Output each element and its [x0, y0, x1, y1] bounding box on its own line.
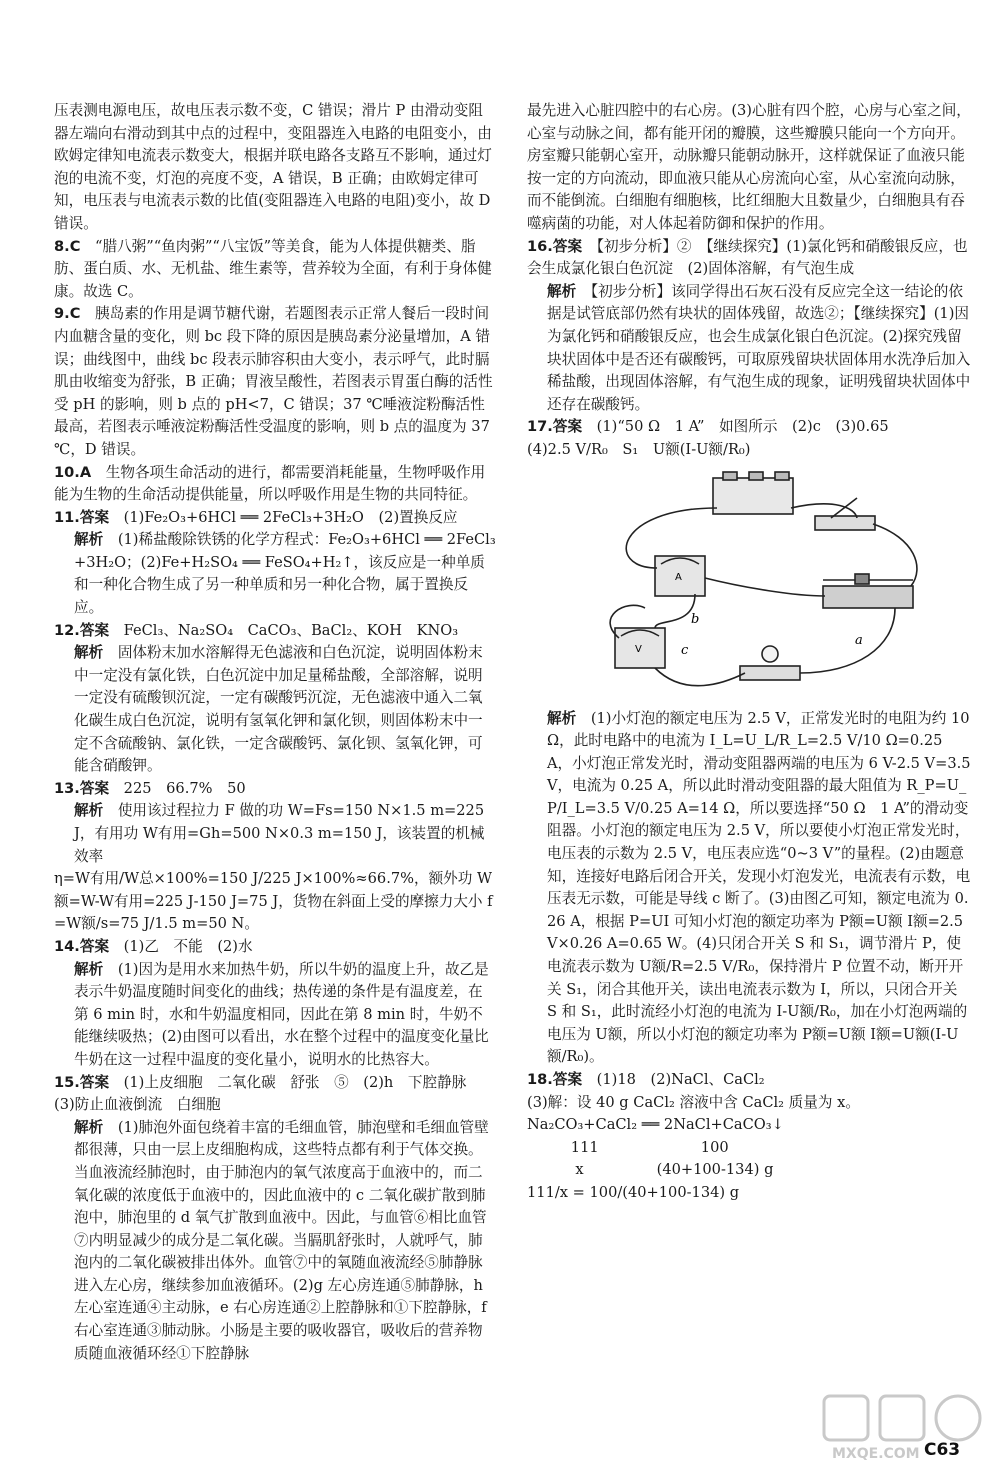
- explanation-text: (1)因为是用水来加热牛奶，所以牛奶的温度上升，故乙是表示牛奶温度随时间变化的曲线；热传递的条件是有温度差，在第 6 min 时，水和牛奶温度相同，因此在第 8 min 时，牛奶不能继续吸热；(2)由图可以看出，水在整个过程中的温度变化量比牛奶在这一过程中温度的变化量小，说明水的比热容大。: [74, 960, 489, 1068]
- left-column: [54, 100, 496, 1365]
- wire-label-a: a: [855, 632, 863, 648]
- text-paragraph: [527, 1182, 971, 1205]
- circuit-diagram: [595, 468, 925, 704]
- explanation: [527, 281, 971, 417]
- question-number: 9.C: [54, 305, 81, 323]
- paragraph-text: x (40+100-134) g: [527, 1161, 774, 1179]
- paragraph-text: 最先进入心脏四腔中的右心房。(3)心脏有四个腔，心房与心室之间，心室与动脉之间，都有能开闭的瓣膜，这些瓣膜只能向一个方向开。房室瓣只能朝心室开，动脉瓣只能朝动脉开，这样就保证了血液只能按一定的方向流动，即血液只能从心房流向心室，从心室流向动脉，而不能倒流。白细胞有细胞核，比红细胞大且数量少，白细胞具有吞噬病菌的功能，对人体起着防御和保护的作用。: [527, 102, 971, 232]
- explanation-text: (1)稀盐酸除铁锈的化学方程式：Fe₂O₃+6HCl ══ 2FeCl₃+3H₂O；(2)Fe+H₂SO₄ ══ FeSO₄+H₂↑，该反应是一种单质和一种化合物生成了另一种单质和另一种化合物，属于置换反应。: [74, 531, 496, 617]
- paragraph-text: 压表测电源电压，故电压表示数不变，C 错误；滑片 P 由滑动变阻器左端向右滑动到其中点的过程中，变阻器连入电路的电阻变小，由欧姆定律知电流表示数变大，根据并联电路各支路互不影响，通过灯泡的电流不变，灯泡的亮度不变，A 错误，B 正确；由欧姆定律可知，电压表与电流表示数的比值(变阻器连入电路的电阻)变小，故 D 错误。: [54, 102, 492, 232]
- question-number: 11.: [54, 508, 80, 526]
- question-answer: [54, 778, 496, 801]
- question-answer: [54, 303, 496, 461]
- explanation-text: 【初步分析】该同学得出石灰石没有反应完全这一结论的依据是试管底部仍然有块状的固体残留，故选②；【继续探究】(1)因为氯化钙和硝酸银反应，也会生成氯化银白色沉淀。(2)探究残留块状固体中是否还有碳酸钙，可取原残留块状固体用水洗净后加入稀盐酸，出现固体溶解，有气泡生成的现象，证明残留块状固体中还存在碳酸钙。: [547, 282, 971, 413]
- question-answer: [54, 1072, 496, 1117]
- explanation-text: (1)小灯泡的额定电压为 2.5 V，正常发光时的电阻为约 10 Ω，此时电路中的电流为 I_L=U_L/R_L=2.5 V/10 Ω=0.25 A，小灯泡正常发光时，滑动变阻器两端的电压为 6 V-2.5 V=3.5 V，电流为 0.25 A，所以此时滑动变阻器的最大阻值为 R_P=U_P/I_L=3.5 V/0.25 A=14 Ω，所以要选择“50 Ω 1 A”的滑动变阻器。小灯泡的额定电压为 2.5 V，所以要使小灯泡正常发光时，电压表的示数为 2.5 V，电压表应选“0~3 V”的量程。(2)由题意知，连接好电路后闭合开关，发现小灯泡发光，电流表有示数，电压表无示数，可能是导线 c 断了。(3)由图乙可知，额定电流为 0.26 A，根据 P=UI 可知小灯泡的额定功率为 P额=U额 I额=2.5 V×0.26 A=0.65 W。(4)只闭合开关 S 和 S₁，调节滑片 P，使电流表示数为 U额/R=2.5 V/R₀，保持滑片 P 位置不动，断开开关 S₁，闭合其他开关，读出电流表示数为 I，所以，只闭合开关 S 和 S₁，此时流经小灯泡的电流为 I-U额/R₀，加在小灯泡两端的电压为 U额，所以小灯泡的额定功率为 P额=U额 I额=U额(I-U额/R₀)。: [547, 709, 971, 1066]
- paragraph-text: (3)解：设 40 g CaCl₂ 溶液中含 CaCl₂ 质量为 x。: [527, 1093, 860, 1111]
- explanation: [54, 642, 496, 778]
- question-answer: [54, 462, 496, 507]
- explanation-text: 固体粉末加水溶解得无色滤液和白色沉淀，说明固体粉末中一定没有氯化铁，白色沉淀中加足量稀盐酸，全部溶解，说明一定没有硫酸钡沉淀，一定有碳酸钙沉淀，无色滤液中通入二氧化碳生成白色沉淀，说明有氢氧化钾和氯化钡，则固体粉末中一定不含硫酸钠、氯化铁，一定含碳酸钙、氯化钡、氢氧化钾，可能含硝酸钾。: [74, 644, 483, 775]
- answer-text: 【初步分析】② 【继续探究】(1)氯化钙和硝酸银反应，也会生成氯化银白色沉淀 (2)固体溶解，有气泡生成: [527, 237, 968, 278]
- question-number: 8.C: [54, 237, 81, 255]
- explanation-label: 解析: [74, 960, 104, 978]
- explanation: [54, 959, 496, 1072]
- answer-label: 答案: [552, 418, 583, 436]
- explanation: [54, 529, 496, 619]
- question-number: 13.: [54, 779, 80, 797]
- answer-label: 答案: [79, 1073, 110, 1091]
- question-number: 18.: [527, 1071, 553, 1088]
- paragraph-text: (4)2.5 V/R₀ S₁ U额(I-U额/R₀): [527, 440, 751, 458]
- answer-text: 胰岛素的作用是调节糖代谢，若题图表示正常人餐后一段时间内血糖含量的变化，则 bc 段下降的原因是胰岛素分泌量增加，A 错误；曲线图中，曲线 bc 段表示肺容积由大变小，表示呼气，此时膈肌由收缩变为舒张，B 正确；胃液呈酸性，若图表示胃蛋白酶的活性受 pH 的影响，则 b 点的 pH<7，C 错误；37 ℃唾液淀粉酶活性最高，若图表示唾液淀粉酶活性受温度的影响，则 b 点的温度为 37 ℃，D 错误。: [54, 305, 493, 458]
- explanation-label: 解析: [74, 1118, 104, 1136]
- answer-text: “腊八粥”“鱼肉粥”“八宝饭”等美食，能为人体提供糖类、脂肪、蛋白质、水、无机盐、维生素等，营养较为全面，有利于身体健康。故选 C。: [54, 237, 492, 300]
- svg-text:V: V: [635, 643, 642, 655]
- answer-text: (1)18 (2)NaCl、CaCl₂: [596, 1071, 765, 1088]
- answer-text: 生物各项生命活动的进行，都需要消耗能量，生物呼吸作用能为生物的生命活动提供能量，所以呼吸作用是生物的共同特征。: [54, 463, 486, 504]
- question-answer: [54, 936, 496, 959]
- question-number: 10.A: [54, 463, 92, 481]
- question-number: 16.: [527, 237, 553, 255]
- explanation: [54, 800, 496, 868]
- question-answer: [527, 236, 971, 281]
- question-answer: [54, 620, 496, 643]
- paragraph-text: Na₂CO₃+CaCl₂ ══ 2NaCl+CaCO₃↓: [527, 1116, 784, 1134]
- right-column: [527, 100, 971, 1205]
- explanation-text: (1)肺泡外面包绕着丰富的毛细血管，肺泡壁和毛细血管壁都很薄，只由一层上皮细胞构成，这些特点都有利于气体交换。当血液流经肺泡时，由于肺泡内的氧气浓度高于血液中的，而二氧化碳的浓度低于血液中的，因此血液中的 c 二氧化碳扩散到肺泡中，肺泡里的 d 氧气扩散到血液中。因此，与血管⑥相比血管⑦内明显减少的成分是二氧化碳。当膈肌舒张时，人就呼气，肺泡内的二氧化碳被排出体外。血管⑦中的氧随血液流经⑤肺静脉进入左心房，继续参加血液循环。(2)g 左心房连通⑤肺静脉，h 左心室连通④主动脉，e 右心房连通②上腔静脉和①下腔静脉，f 右心室连通③肺动脉。小肠是主要的吸收器官，吸收后的营养物质随血液循环经①下腔静脉: [74, 1118, 489, 1362]
- wire-label-b: b: [691, 611, 700, 627]
- answer-text: (1)“50 Ω 1 A” 如图所示 (2)c (3)0.65: [596, 418, 889, 436]
- answer-label: 答案: [79, 937, 110, 955]
- explanation: [54, 1117, 496, 1366]
- explanation-label: 解析: [74, 802, 104, 820]
- explanation-label: 解析: [74, 644, 104, 662]
- page-number: C63: [924, 1440, 961, 1460]
- text-paragraph: [527, 1114, 971, 1137]
- answer-label: 答案: [79, 779, 110, 797]
- question-answer: [527, 416, 971, 439]
- question-answer: [54, 507, 496, 530]
- watermark-url: MXQE.COM: [832, 1446, 920, 1462]
- paragraph-text: η=W有用/W总×100%=150 J/225 J×100%≈66.7%，额外功 W额=W-W有用=225 J-150 J=75 J，货物在斜面上受的摩擦力大小 f=W额/s=75 J/1.5 m=50 N。: [54, 870, 493, 933]
- paragraph-text: 111/x = 100/(40+100-134) g: [527, 1183, 740, 1201]
- text-paragraph: [527, 1137, 971, 1160]
- answer-text: 225 66.7% 50: [123, 779, 246, 797]
- explanation-text: 使用该过程拉力 F 做的功 W=Fs=150 N×1.5 m=225 J，有用功 W有用=Gh=500 N×0.3 m=150 J，该装置的机械效率: [74, 802, 485, 865]
- answer-label: 答案: [79, 508, 110, 526]
- svg-text:A: A: [675, 571, 682, 583]
- paragraph-text: 111 100: [527, 1138, 729, 1156]
- text-paragraph: [527, 100, 971, 236]
- answer-label: 答案: [552, 1071, 583, 1088]
- answer-label: 答案: [79, 621, 110, 639]
- question-number: 12.: [54, 621, 80, 639]
- answer-label: 答案: [552, 237, 583, 255]
- question-number: 14.: [54, 937, 80, 955]
- text-paragraph: [527, 1159, 971, 1182]
- question-answer: [54, 236, 496, 304]
- wire-label-c: c: [681, 642, 689, 658]
- question-answer: [527, 1069, 971, 1092]
- text-paragraph: [527, 1092, 971, 1115]
- text-paragraph: [54, 100, 496, 236]
- answer-text: (1)Fe₂O₃+6HCl ══ 2FeCl₃+3H₂O (2)置换反应: [123, 508, 458, 526]
- explanation-label: 解析: [74, 531, 104, 549]
- explanation: [527, 708, 971, 1070]
- text-paragraph: [54, 868, 496, 936]
- answer-text: (1)上皮细胞 二氧化碳 舒张 ⑤ (2)h 下腔静脉 (3)防止血液倒流 白细胞: [54, 1073, 481, 1114]
- explanation-label: 解析: [547, 709, 577, 727]
- question-number: 17.: [527, 418, 553, 436]
- explanation-label: 解析: [547, 282, 577, 300]
- watermark-logo: [820, 1392, 985, 1462]
- answer-text: FeCl₃、Na₂SO₄ CaCO₃、BaCl₂、KOH KNO₃: [123, 621, 459, 639]
- question-number: 15.: [54, 1073, 80, 1091]
- answer-text: (1)乙 不能 (2)水: [123, 937, 253, 955]
- text-paragraph: [527, 439, 971, 462]
